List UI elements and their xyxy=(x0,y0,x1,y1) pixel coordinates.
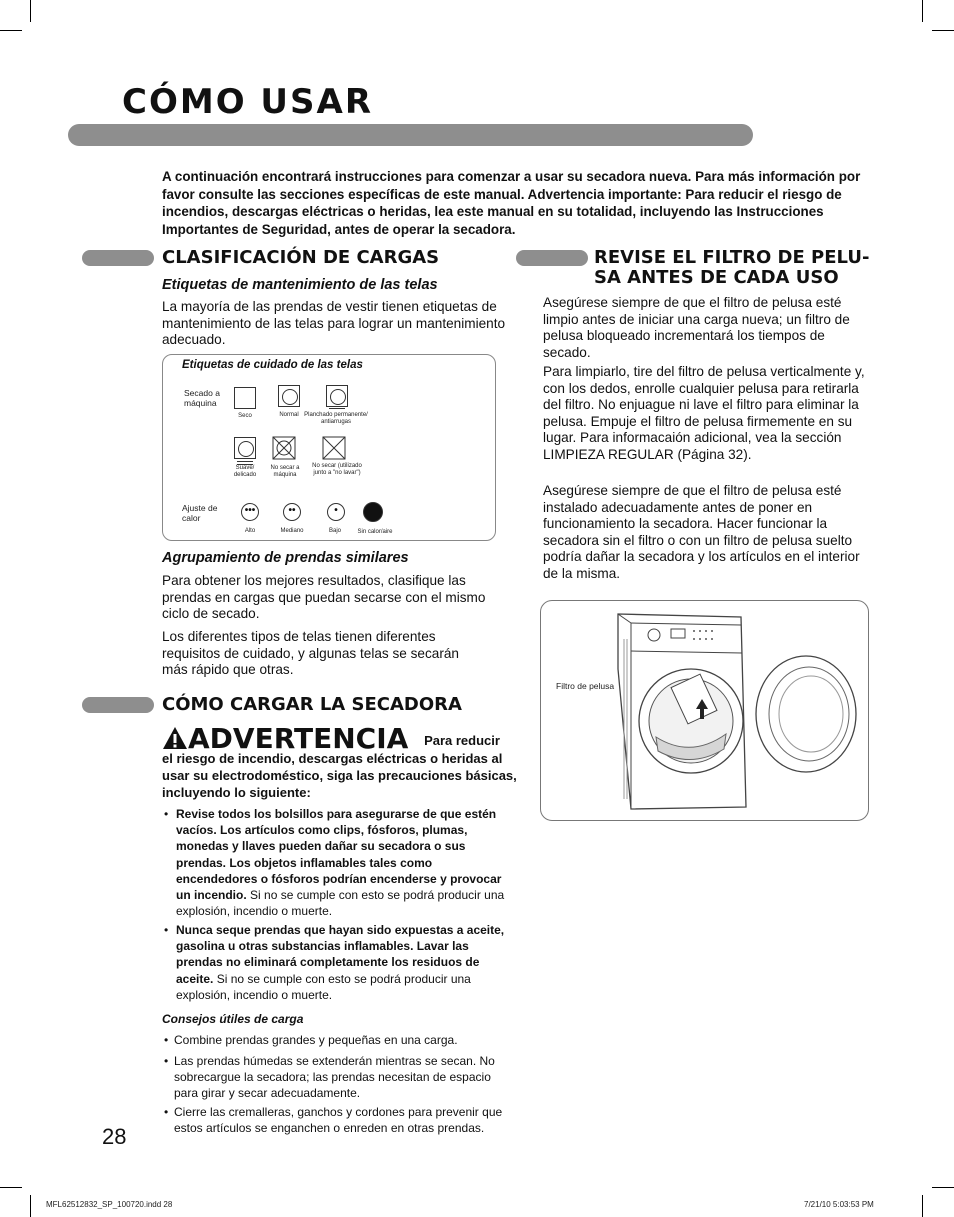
paragraph-filtro-3: Asegúrese siempre de que el filtro de pelusa esté instalado adecuadamente antes de poner en funcionamiento la secadora. Hacer funcionar la secadora sin el filtro o con un filtro de pelusa suelto podría dañar la secadora y los artículos en el interior de la misma. xyxy=(543,483,860,581)
row-label-secado: Secado a máquina xyxy=(184,388,220,408)
tumble-permanent-press-icon xyxy=(326,385,348,407)
section-pill xyxy=(82,697,154,713)
paragraph-etiquetas: La mayoría de las prendas de vestir tienen etiquetas de mantenimiento de las telas para lograr un mantenimiento adecuado. xyxy=(162,299,506,347)
subheading-agrupamiento: Agrupamiento de prendas similares xyxy=(162,550,409,566)
warning-triangle-icon xyxy=(162,726,188,750)
heat-high-icon: ••• xyxy=(241,503,259,521)
heat-low-icon: • xyxy=(327,503,345,521)
dryer-illustration xyxy=(596,609,866,814)
dryer-illustration-box xyxy=(540,600,869,821)
bullet-1-rest: Si no se cumple con esto se podrá producir una explosión, incendio o muerte. xyxy=(176,888,505,919)
subheading-etiquetas: Etiquetas de mantenimiento de las telas xyxy=(162,277,438,293)
paragraph-agrupamiento-2: Los diferentes tipos de telas tienen diferentes requisitos de cuidado, y algunas telas se secarán más rápido que otras. xyxy=(162,629,459,677)
intro-text: A continuación encontrará instrucciones para comenzar a usar su secadora nueva. Para más información por favor consulte las secciones específicas de este manual. Advertencia importante: Para reducir el riesgo de incendios, descargas eléctricas o heridas, lea este manual en su totalidad, incluyendo las Instrucciones Importantes de Seguridad, antes de operar la secadora. xyxy=(162,169,861,237)
label-bajo: Bajo xyxy=(328,528,341,534)
label-planchado: Planchado permanente/ antiarrugas xyxy=(304,412,368,425)
page-title: CÓMO USAR xyxy=(122,82,374,122)
paragraph-filtro-1: Asegúrese siempre de que el filtro de pelusa esté limpio antes de iniciar una carga nueva; un filtro de pelusa bloqueado incrementará los tiempos de secado. xyxy=(543,295,850,360)
section-pill xyxy=(516,250,588,266)
dry-symbol-icon xyxy=(234,387,256,409)
tip-2: • Las prendas húmedas se extenderán mientras se secan. No sobrecargue la secadora; las prendas necesitan de espacio para girar y secar adecuadamente. xyxy=(164,1054,495,1101)
footer-timestamp: 7/21/10 5:03:53 PM xyxy=(804,1200,874,1209)
warning-bullet-1: • Revise todos los bolsillos para asegurarse de que estén vacíos. Los artículos como clips, fósforos, plumas, monedas y llaves pueden dañar su secadora o sus prendas. Los objetos inflamables tales como encendedores o fósforos podrían encenderse y provocar un incendio. Si no se cumple con esto se podrá producir una explosión, incendio o muerte. xyxy=(164,807,505,919)
paragraph-agrupamiento-1: Para obtener los mejores resultados, clasifique las prendas en cargas que puedan secarse con el mismo ciclo de secado. xyxy=(162,573,486,621)
tumble-normal-icon xyxy=(278,385,300,407)
care-box-title: Etiquetas de cuidado de las telas xyxy=(182,359,363,371)
bullet-1-bold: Revise todos los bolsillos para asegurarse de que estén vacíos. Los artículos como clips, fósforos, plumas, monedas y llaves pueden dañar su secadora o sus prendas. Los objetos inflamables tales como encendedores o fósforos podrían encenderse y provocar un incendio. xyxy=(176,807,502,903)
header-bar xyxy=(68,124,753,146)
warning-lead: Para reducir xyxy=(424,733,500,748)
label-mediano: Mediano xyxy=(280,528,304,534)
label-filtro-de-pelusa: Filtro de pelusa xyxy=(556,681,615,691)
tip-1: • Combine prendas grandes y pequeñas en una carga. xyxy=(164,1033,458,1047)
section-title-clasificacion: CLASIFICACIÓN DE CARGAS xyxy=(162,247,440,268)
section-title-cargar: CÓMO CARGAR LA SECADORA xyxy=(162,694,462,715)
bullet-2-rest: Si no se cumple con esto se podrá producir una explosión, incendio o muerte. xyxy=(176,971,471,1002)
do-not-tumble-dry-icon xyxy=(271,435,297,461)
do-not-dry-icon xyxy=(321,435,347,461)
label-seco: Seco xyxy=(238,413,252,419)
label-no-secar-2: No secar (utilizado junto a "no lavar") xyxy=(312,463,362,476)
bullet-2-bold: Nunca seque prendas que hayan sido expuestas a aceite, gasolina u otras substancias inflamables. Lavar las prendas no eliminará completamente los residuos de aceite. xyxy=(176,923,505,986)
label-no-secar: No secar a máquina xyxy=(270,465,300,478)
label-alto: Alto xyxy=(244,528,256,534)
page-number: 28 xyxy=(102,1124,127,1149)
footer-file: MFL62512832_SP_100720.indd 28 xyxy=(46,1200,173,1209)
section-title-filtro: REVISE EL FILTRO DE PELU-SA ANTES DE CADA USO xyxy=(594,247,870,288)
warning-word: ADVERTENCIA xyxy=(188,722,409,755)
tips-title: Consejos útiles de carga xyxy=(162,1012,304,1026)
warning-bullet-2: • Nunca seque prendas que hayan sido expuestas a aceite, gasolina u otras substancias inflamables. Lavar las prendas no eliminará completamente los residuos de aceite. Si no se cumple con esto se podrá producir una explosión, incendio o muerte. xyxy=(164,923,505,1002)
warning-text: el riesgo de incendio, descargas eléctricas o heridas al usar su electrodoméstico, siga las precauciones básicas, incluyendo lo siguiente: xyxy=(162,751,517,800)
label-normal: Normal xyxy=(279,412,299,418)
no-heat-icon xyxy=(363,502,383,522)
row-label-ajuste: Ajuste de calor xyxy=(182,503,218,523)
tip-3: • Cierre las cremalleras, ganchos y cordones para prevenir que estos artículos se enganchen o enreden en otras prendas. xyxy=(164,1105,503,1136)
paragraph-filtro-2: Para limpiarlo, tire del filtro de pelusa verticalmente y, con los dedos, enrolle cualquier pelusa para retirarla del filtro. No enjuague ni lave el filtro para eliminar la pelusa. Empuje el filtro de pelusa firmemente en su lugar. Para informacaión adicional, vea la sección LIMPIEZA REGULAR (Página 32). xyxy=(543,364,865,462)
label-suave: Suave/ delicado xyxy=(233,465,257,478)
tumble-delicate-icon xyxy=(234,437,256,459)
section-pill xyxy=(82,250,154,266)
heat-medium-icon: •• xyxy=(283,503,301,521)
care-label-box xyxy=(162,354,496,541)
label-sin-calor: Sin calor/aire xyxy=(357,529,393,535)
